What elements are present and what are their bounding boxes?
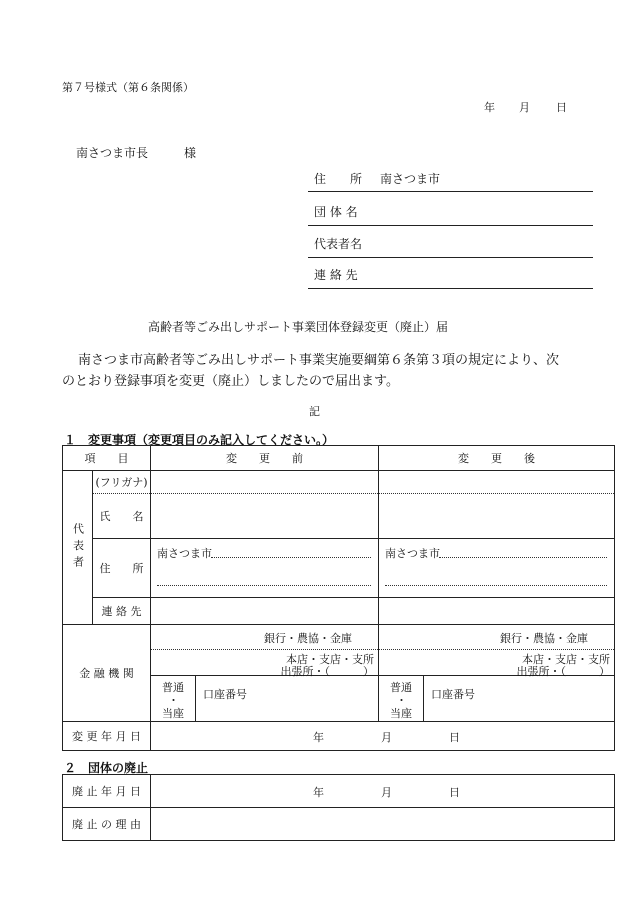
ad-year: 年: [313, 786, 324, 799]
col-item-header: 項 目: [63, 446, 151, 471]
branch-after-line2: 出張所・（ ）: [516, 665, 610, 678]
form-number: 第７号様式（第６条関係）: [62, 81, 194, 94]
ad-day: 日: [449, 786, 460, 799]
acct-type-after-3: 当座: [390, 707, 412, 720]
cd-year: 年: [313, 731, 324, 744]
document-title: 高齢者等ごみ出しサポート事業団体登録変更（廃止）届: [148, 320, 449, 334]
contact-after-field[interactable]: [379, 598, 615, 625]
address-underline: [308, 191, 593, 192]
account-type-after: [379, 676, 424, 722]
acct-type-before-3: 当座: [162, 707, 184, 720]
finance-after-bank[interactable]: [379, 625, 615, 676]
account-before-cell[interactable]: [151, 676, 379, 722]
address-after-prefix: 南さつま市: [385, 547, 440, 560]
branch-before-line2: 出張所・（ ）: [280, 665, 374, 678]
acct-type-before-1: 普通: [162, 681, 184, 694]
address-before-dotted-2: [157, 585, 371, 586]
acct-no-after-label: 口座番号: [431, 688, 475, 701]
acct-type-before-2: ・: [168, 694, 179, 707]
bank-after-label: 銀行・農協・金庫: [500, 632, 588, 645]
address-before-prefix: 南さつま市: [157, 547, 212, 560]
abolish-date-field[interactable]: [151, 775, 615, 808]
furigana-before-field[interactable]: [151, 471, 379, 494]
bank-before-label: 銀行・農協・金庫: [264, 632, 352, 645]
acct-type-after-2: ・: [396, 694, 407, 707]
address-before-dotted-1: [211, 557, 371, 558]
abolish-date-label: 廃 止 年 月 日: [63, 775, 151, 808]
rep-group-label: 代表者: [71, 522, 85, 573]
account-after-cell[interactable]: [379, 676, 615, 722]
applicant-address-label: 住 所: [314, 172, 363, 186]
applicant-rep-label: 代表者名: [314, 237, 363, 251]
address-before-field[interactable]: [151, 539, 379, 598]
addressee-name: 南さつま市長: [76, 146, 149, 160]
ki-label: 記: [309, 405, 320, 418]
applicant-contact-label: 連 絡 先: [314, 268, 358, 282]
section1-heading: １ 変更事項（変更項目のみ記入してください。）: [64, 433, 335, 447]
date-month-label: 月: [519, 101, 530, 114]
address-after-field[interactable]: [379, 539, 615, 598]
furigana-after-field[interactable]: [379, 471, 615, 494]
address-label: 住 所: [93, 539, 151, 598]
abolish-reason-label: 廃 止 の 理 由: [63, 808, 151, 841]
contact-before-field[interactable]: [151, 598, 379, 625]
cd-day: 日: [449, 731, 460, 744]
cd-month: 月: [381, 731, 392, 744]
change-items-table: [62, 445, 615, 751]
section2-heading: ２ 団体の廃止: [64, 761, 149, 775]
col-after-header: 変 更 後: [379, 446, 615, 471]
acct-type-after-1: 普通: [390, 681, 412, 694]
address-after-dotted-1: [439, 557, 607, 558]
org-underline: [308, 225, 593, 226]
body-line-2: のとおり登録事項を変更（廃止）しましたので届出ます。: [62, 374, 399, 389]
ad-month: 月: [381, 786, 392, 799]
col-before-header: 変 更 前: [151, 446, 379, 471]
finance-before-bank[interactable]: [151, 625, 379, 676]
name-after-field[interactable]: [379, 494, 615, 539]
contact-underline: [308, 288, 593, 289]
branch-before-line1: 本店・支店・支所: [286, 653, 374, 666]
addressee-honorific: 様: [184, 146, 197, 160]
contact-label: 連 絡 先: [93, 598, 151, 625]
date-day-label: 日: [556, 101, 567, 114]
abolish-table: [62, 774, 615, 841]
name-label: 氏 名: [93, 494, 151, 539]
branch-after-line1: 本店・支店・支所: [522, 653, 610, 666]
account-type-before: [151, 676, 196, 722]
body-line-1: 南さつま市高齢者等ごみ出しサポート事業実施要綱第６条第３項の規定により、次: [78, 353, 560, 368]
date-year-label: 年: [484, 101, 495, 114]
change-date-label: 変 更 年 月 日: [63, 722, 151, 751]
rep-underline: [308, 257, 593, 258]
finance-label: 金 融 機 関: [63, 625, 151, 722]
furigana-label: (フリガナ): [93, 471, 151, 494]
abolish-reason-field[interactable]: [151, 808, 615, 841]
applicant-address-value: 南さつま市: [380, 172, 441, 186]
address-after-dotted-2: [385, 585, 607, 586]
acct-no-before-label: 口座番号: [203, 688, 247, 701]
rep-group-cell: [63, 471, 93, 625]
applicant-org-label: 団 体 名: [314, 205, 358, 219]
change-date-field[interactable]: [151, 722, 615, 751]
name-before-field[interactable]: [151, 494, 379, 539]
